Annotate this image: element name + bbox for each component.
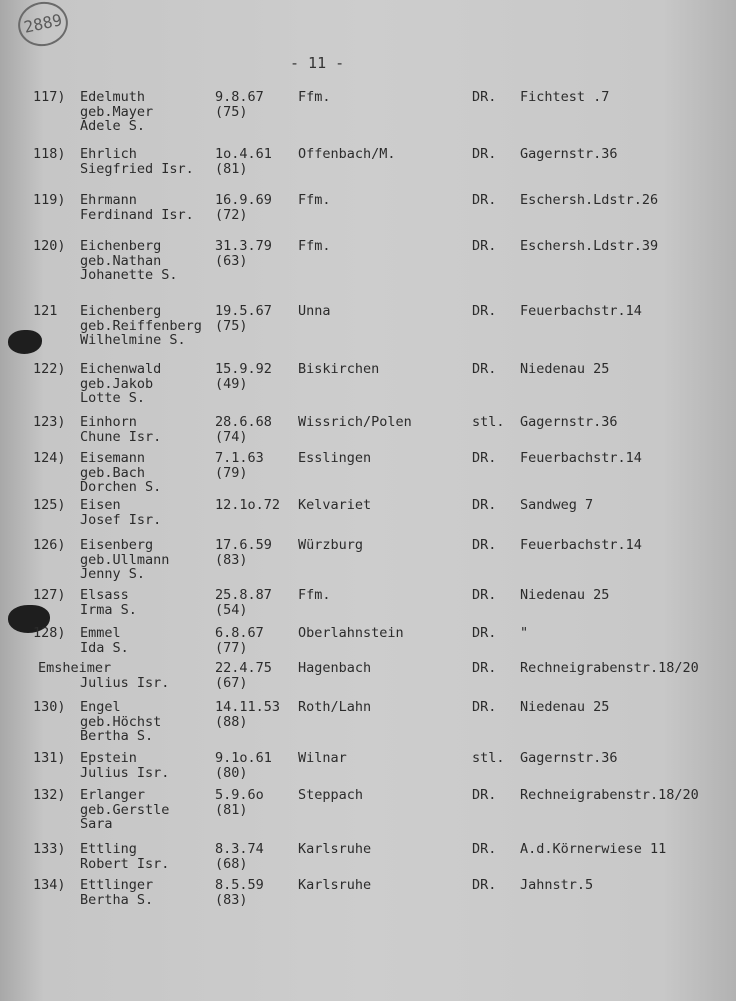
- surname: Engel: [80, 699, 121, 715]
- birth-date: 17.6.59: [215, 537, 272, 553]
- name-line-2: geb.Mayer: [80, 103, 154, 120]
- birth-date: 16.9.69: [215, 192, 272, 208]
- entry-number: 121: [33, 303, 58, 319]
- address: Niedenau 25: [520, 587, 610, 603]
- birthplace: Wissrich/Polen: [298, 414, 412, 430]
- address: Feuerbachstr.14: [520, 450, 642, 466]
- address: Rechneigrabenstr.18/20: [520, 787, 699, 803]
- age: (88): [215, 713, 248, 730]
- address: Feuerbachstr.14: [520, 537, 642, 553]
- status-code: DR.: [472, 587, 497, 603]
- name-line-3: Sara: [80, 816, 113, 833]
- list-item: [0, 451, 736, 497]
- name-line-2: Julius Isr.: [80, 764, 170, 781]
- birthplace: Karlsruhe: [298, 841, 372, 857]
- age: (83): [215, 551, 248, 568]
- birthplace: Ffm.: [298, 587, 331, 603]
- entry-number: 128): [33, 625, 66, 641]
- address: Gagernstr.36: [520, 414, 618, 430]
- surname: Eisenberg: [80, 537, 154, 553]
- age: (75): [215, 317, 248, 334]
- address: A.d.Körnerwiese 11: [520, 841, 667, 857]
- entry-number: 134): [33, 877, 66, 893]
- address: Fichtest .7: [520, 89, 610, 105]
- list-item: [0, 700, 736, 746]
- name-line-2: geb.Reiffenberg: [80, 317, 202, 334]
- entry-number: 133): [33, 841, 66, 857]
- status-code: DR.: [472, 303, 497, 319]
- name-line-3: Dorchen S.: [80, 479, 162, 496]
- age: (49): [215, 375, 248, 392]
- address: Sandweg 7: [520, 497, 594, 513]
- surname: Eichenberg: [80, 303, 162, 319]
- age: (81): [215, 801, 248, 818]
- status-code: DR.: [472, 89, 497, 105]
- surname: Ettling: [80, 841, 137, 857]
- name-line-2: Irma S.: [80, 601, 137, 618]
- address: Niedenau 25: [520, 361, 610, 377]
- surname: Einhorn: [80, 414, 137, 430]
- status-code: DR.: [472, 877, 497, 893]
- status-code: DR.: [472, 699, 497, 715]
- surname: Emsheimer: [38, 660, 112, 676]
- birthplace: Wilnar: [298, 750, 347, 766]
- name-line-2: geb.Bach: [80, 464, 146, 481]
- birthplace: Ffm.: [298, 89, 331, 105]
- birthplace: Biskirchen: [298, 361, 380, 377]
- list-item: [0, 304, 736, 350]
- birth-date: 14.11.53: [215, 699, 281, 715]
- birth-date: 5.9.6o: [215, 787, 264, 803]
- entry-number: 122): [33, 361, 66, 377]
- status-code: DR.: [472, 537, 497, 553]
- name-line-3: Adele S.: [80, 118, 146, 135]
- entry-number: 120): [33, 238, 66, 254]
- birthplace: Unna: [298, 303, 331, 319]
- surname: Ehrlich: [80, 146, 137, 162]
- address: Rechneigrabenstr.18/20: [520, 660, 699, 676]
- surname: Erlanger: [80, 787, 146, 803]
- name-line-2: Ferdinand Isr.: [80, 206, 194, 223]
- surname: Edelmuth: [80, 89, 146, 105]
- surname: Epstein: [80, 750, 137, 766]
- status-code: DR.: [472, 787, 497, 803]
- status-code: DR.: [472, 497, 497, 513]
- name-line-2: geb.Höchst: [80, 713, 162, 730]
- birth-date: 7.1.63: [215, 450, 264, 466]
- birth-date: 9.8.67: [215, 89, 264, 105]
- name-line-3: Jenny S.: [80, 566, 146, 583]
- age: (80): [215, 764, 248, 781]
- name-line-2: Ida S.: [80, 639, 129, 656]
- address: Feuerbachstr.14: [520, 303, 642, 319]
- archive-stamp: 2889: [14, 0, 72, 51]
- birth-date: 12.1o.72: [215, 497, 281, 513]
- status-code: DR.: [472, 146, 497, 162]
- birthplace: Esslingen: [298, 450, 372, 466]
- address: Gagernstr.36: [520, 146, 618, 162]
- status-code: DR.: [472, 238, 497, 254]
- list-item: [0, 878, 736, 924]
- list-item: [0, 239, 736, 285]
- entry-number: 124): [33, 450, 66, 466]
- name-line-3: Lotte S.: [80, 390, 146, 407]
- birth-date: 1o.4.61: [215, 146, 272, 162]
- age: (63): [215, 252, 248, 269]
- status-code: DR.: [472, 450, 497, 466]
- surname: Ehrmann: [80, 192, 137, 208]
- birth-date: 6.8.67: [215, 625, 264, 641]
- address: Eschersh.Ldstr.26: [520, 192, 659, 208]
- page-number: - 11 -: [290, 54, 345, 72]
- list-item: [0, 362, 736, 408]
- birthplace: Karlsruhe: [298, 877, 372, 893]
- birth-date: 8.5.59: [215, 877, 264, 893]
- status-code: DR.: [472, 660, 497, 676]
- birthplace: Würzburg: [298, 537, 364, 553]
- status-code: DR.: [472, 841, 497, 857]
- entry-number: 130): [33, 699, 66, 715]
- surname: Eichenberg: [80, 238, 162, 254]
- surname: Emmel: [80, 625, 121, 641]
- age: (68): [215, 855, 248, 872]
- age: (74): [215, 428, 248, 445]
- status-code: stl.: [472, 750, 505, 766]
- birthplace: Ffm.: [298, 238, 331, 254]
- address: Jahnstr.5: [520, 877, 594, 893]
- name-line-2: geb.Ullmann: [80, 551, 170, 568]
- birth-date: 19.5.67: [215, 303, 272, 319]
- name-line-2: geb.Nathan: [80, 252, 162, 269]
- entry-number: 119): [33, 192, 66, 208]
- name-line-3: Bertha S.: [80, 728, 154, 745]
- age: (75): [215, 103, 248, 120]
- entry-number: 132): [33, 787, 66, 803]
- birth-date: 28.6.68: [215, 414, 272, 430]
- birthplace: Ffm.: [298, 192, 331, 208]
- address: Eschersh.Ldstr.39: [520, 238, 659, 254]
- list-item: [0, 788, 736, 834]
- birth-date: 15.9.92: [215, 361, 272, 377]
- birth-date: 9.1o.61: [215, 750, 272, 766]
- name-line-2: Julius Isr.: [80, 674, 170, 691]
- name-line-3: Johanette S.: [80, 267, 178, 284]
- address: ": [520, 625, 529, 641]
- surname: Eisen: [80, 497, 121, 513]
- age: (79): [215, 464, 248, 481]
- surname: Eisemann: [80, 450, 146, 466]
- list-item: [0, 147, 736, 193]
- age: (83): [215, 891, 248, 908]
- name-line-2: Josef Isr.: [80, 511, 162, 528]
- status-code: stl.: [472, 414, 505, 430]
- surname: Eichenwald: [80, 361, 162, 377]
- name-line-2: Chune Isr.: [80, 428, 162, 445]
- age: (67): [215, 674, 248, 691]
- entry-number: 125): [33, 497, 66, 513]
- birthplace: Hagenbach: [298, 660, 372, 676]
- entry-number: 123): [33, 414, 66, 430]
- name-line-3: Wilhelmine S.: [80, 332, 186, 349]
- birthplace: Roth/Lahn: [298, 699, 372, 715]
- surname: Elsass: [80, 587, 129, 603]
- name-line-2: Siegfried Isr.: [80, 160, 194, 177]
- name-line-2: Robert Isr.: [80, 855, 170, 872]
- status-code: DR.: [472, 625, 497, 641]
- status-code: DR.: [472, 361, 497, 377]
- list-item: [0, 538, 736, 584]
- address: Gagernstr.36: [520, 750, 618, 766]
- entry-number: 126): [33, 537, 66, 553]
- age: (72): [215, 206, 248, 223]
- birthplace: Oberlahnstein: [298, 625, 404, 641]
- birth-date: 22.4.75: [215, 660, 272, 676]
- entry-number: 127): [33, 587, 66, 603]
- birth-date: 25.8.87: [215, 587, 272, 603]
- address: Niedenau 25: [520, 699, 610, 715]
- name-line-2: geb.Gerstle: [80, 801, 170, 818]
- entry-number: 131): [33, 750, 66, 766]
- birthplace: Offenbach/M.: [298, 146, 396, 162]
- list-item: [0, 193, 736, 239]
- entry-number: 118): [33, 146, 66, 162]
- surname: Ettlinger: [80, 877, 154, 893]
- name-line-2: geb.Jakob: [80, 375, 154, 392]
- age: (81): [215, 160, 248, 177]
- birthplace: Steppach: [298, 787, 364, 803]
- birth-date: 8.3.74: [215, 841, 264, 857]
- status-code: DR.: [472, 192, 497, 208]
- birthplace: Kelvariet: [298, 497, 372, 513]
- name-line-2: Bertha S.: [80, 891, 154, 908]
- age: (77): [215, 639, 248, 656]
- entry-number: 117): [33, 89, 66, 105]
- age: (54): [215, 601, 248, 618]
- list-item: [0, 90, 736, 136]
- birth-date: 31.3.79: [215, 238, 272, 254]
